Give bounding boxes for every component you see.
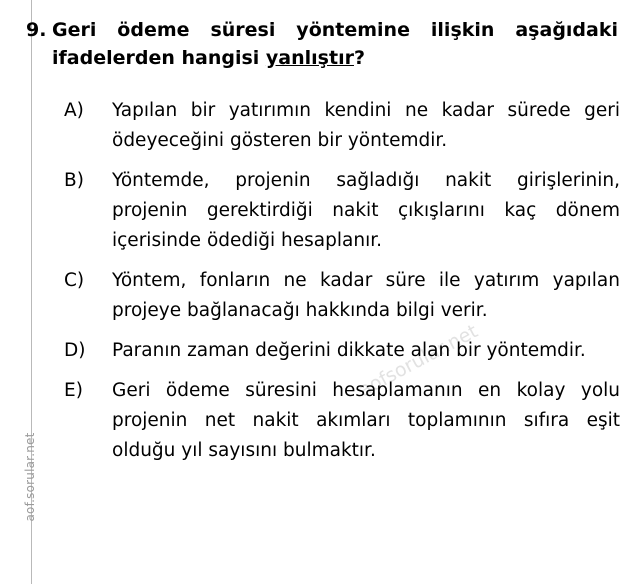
option-e-text: Geri ödeme süresini hesaplamanın en kolay yolu projenin net nakit akımları toplamının sıfıra eşit olduğu yıl sayısını bulmaktır. (112, 380, 620, 461)
option-c-text: Yöntem, fonların ne kadar süre ile yatırım yapılan projeye bağlanacağı hakkında bilgi verir. (112, 270, 620, 321)
question-number: 9. (26, 19, 47, 41)
option-e[interactable] (64, 376, 620, 466)
question-text-part2: ? (353, 47, 365, 69)
option-b[interactable] (64, 166, 620, 256)
diagonal-watermark: aofsorular.net (355, 320, 482, 402)
option-c[interactable] (64, 266, 620, 326)
option-a-text: Yapılan bir yatırımın kendini ne kadar sürede geri ödeyeceğini gösteren bir yöntemdir. (112, 100, 620, 151)
option-c-label: C) (64, 270, 85, 291)
side-watermark: aof.sorular.net (23, 432, 37, 522)
option-d-text: Paranın zaman değerini dikkate alan bir yöntemdir. (112, 340, 586, 361)
question-text (52, 16, 618, 72)
question-block (26, 16, 618, 72)
option-a-label: A) (64, 100, 84, 121)
option-b-text: Yöntemde, projenin sağladığı nakit girişlerinin, projenin gerektirdiği nakit çıkışlarını kaç dönem içerisinde ödediği hesaplanır. (112, 170, 620, 251)
options-list (64, 96, 620, 476)
option-d[interactable] (64, 336, 620, 366)
question-text-part1: Geri ödeme süresi yöntemine ilişkin aşağıdaki ifadelerden hangisi (52, 19, 618, 69)
question-row (26, 16, 618, 72)
option-b-label: B) (64, 170, 84, 191)
option-d-label: D) (64, 340, 86, 361)
question-text-underlined: yanlıştır (265, 47, 354, 69)
option-e-label: E) (64, 380, 83, 401)
option-a[interactable] (64, 96, 620, 156)
